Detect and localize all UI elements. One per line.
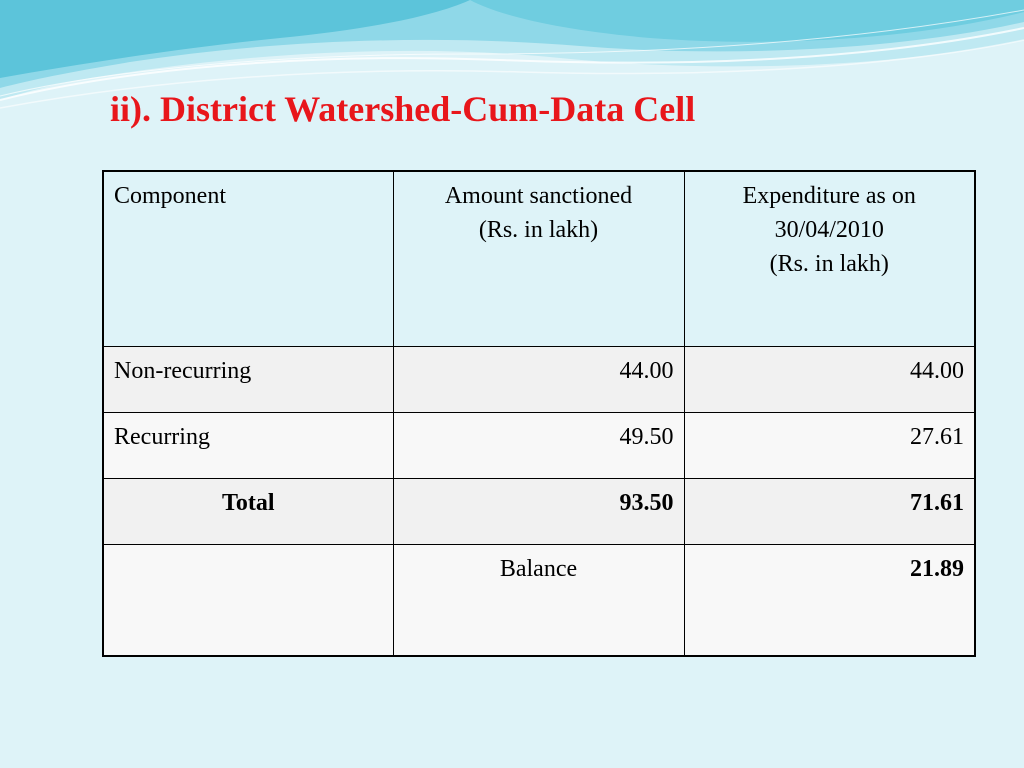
- cell-total-amount: 93.50: [393, 478, 684, 544]
- header-amount-line2: (Rs. in lakh): [478, 217, 599, 243]
- cell-expenditure: 44.00: [684, 346, 975, 412]
- table-header-row: [103, 171, 975, 346]
- header-amount-sanctioned: [393, 171, 684, 346]
- header-expenditure-line3: (Rs. in lakh): [769, 251, 889, 277]
- header-expenditure: [684, 171, 975, 346]
- header-component: Component: [103, 171, 393, 346]
- header-expenditure-line1: Expenditure as on: [742, 183, 916, 209]
- cell-balance-label: Balance: [393, 544, 684, 656]
- table-row-total: [103, 478, 975, 544]
- header-amount-line1: Amount sanctioned: [444, 183, 633, 209]
- header-expenditure-line2: 30/04/2010: [774, 217, 884, 243]
- cell-component: Recurring: [103, 412, 393, 478]
- table-row-non-recurring: [103, 346, 975, 412]
- table-row-recurring: [103, 412, 975, 478]
- watershed-data-table: [102, 170, 976, 657]
- cell-amount: 49.50: [393, 412, 684, 478]
- cell-amount: 44.00: [393, 346, 684, 412]
- cell-total-label: Total: [103, 478, 393, 544]
- cell-total-expenditure: 71.61: [684, 478, 975, 544]
- cell-component: Non-recurring: [103, 346, 393, 412]
- slide-title: ii). District Watershed-Cum-Data Cell: [110, 89, 696, 129]
- cell-empty: [103, 544, 393, 656]
- table-row-balance: [103, 544, 975, 656]
- cell-balance-value: 21.89: [684, 544, 975, 656]
- cell-expenditure: 27.61: [684, 412, 975, 478]
